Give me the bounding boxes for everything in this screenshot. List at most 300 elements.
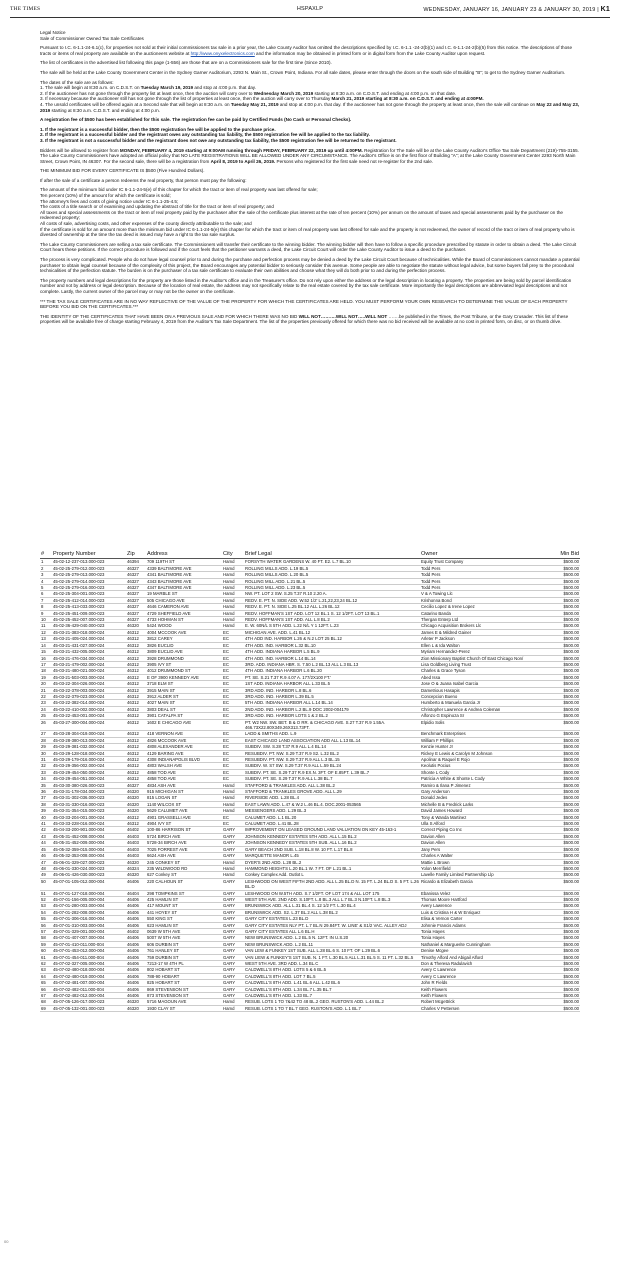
owner: Myriam Hernandez-Perez — [420, 649, 544, 655]
row-number: 68 — [40, 999, 52, 1005]
address: 3928 DRUMMOND — [146, 655, 222, 661]
row-number: 37 — [40, 795, 52, 801]
address: 709 119TH ST — [146, 559, 222, 565]
zip: 46406 — [126, 909, 146, 915]
owner: Johnnie Francis Adams — [420, 922, 544, 928]
owner: Thergan Enterp Ltd — [420, 617, 544, 623]
brief-legal: REDV. HOFFMAN'S 1ST ADD. ALL L.8 BL.2 — [244, 617, 420, 623]
min-bid: $500.00 — [544, 693, 580, 699]
zip: 46406 — [126, 935, 146, 941]
property-number: 45-06-01-426-030.000-023 — [52, 872, 126, 878]
min-bid: $500.00 — [544, 808, 580, 814]
brief-legal: GARY CITY ESTATES ALL L.6 BL.H — [244, 928, 420, 934]
city: Hamd — [222, 610, 244, 616]
zip: 46312 — [126, 655, 146, 661]
address: 5716 MAGOUN AVE — [146, 999, 222, 1005]
auctioneer-link[interactable]: http://www.onyxelectronics.com — [190, 50, 255, 56]
row-number: 31 — [40, 757, 52, 763]
min-bid: $500.00 — [544, 948, 580, 954]
brief-legal: PT. SE. S.21 T.37 R.9 4.07 A. 177/2X100 FT.' — [244, 674, 420, 680]
notice-paragraph: The Lake County Commissioners are selling a tax sale certificate. The Commissioners will transfer their certificate to the winning bidder. The winning bidder will then have to follow a specific procedure prescribed by statute in order to obtain a deed. The Lake Circuit Court hears these petitions. If the correct procedure is followed and if the court feels that the petitioner warrants a deed, the Lake Circuit Court will order the Lake County Auditor to issue a deed to the purchaser. — [40, 241, 577, 253]
zip: 46312 — [126, 757, 146, 763]
col-owner: Owner — [420, 552, 544, 559]
owner: James E & Mildred Gainer — [420, 629, 544, 635]
owner: Tonia Hayes — [420, 928, 544, 934]
min-bid: $500.00 — [544, 763, 580, 769]
address: 7025 FORREST AVE — [146, 846, 222, 852]
zip: 46403 — [126, 833, 146, 839]
zip: 46312 — [126, 713, 146, 719]
city: GARY — [222, 909, 244, 915]
min-bid: $500.00 — [544, 980, 580, 986]
owner: Lavelle Family Limited Partnership Llp — [420, 872, 544, 878]
brief-legal: IMPROVEMENT ON LEASED GROUND LAND VALUATION ON KEY 45-163-1 — [244, 827, 420, 833]
city: GARY — [222, 928, 244, 934]
city: EC — [222, 776, 244, 782]
zip: 46406 — [126, 993, 146, 999]
notice-paragraph: The property numbers and legal descriptions for the property are those listed in the Auditor's office and in the Treasurer's office. Do not rely upon either the address or the legal description in locating a property. The properties are being sold by parcel identification number and not by address or legal description. Because of the location of real estate, the address may not specifically relate to the real estate covered by the tax sale certificate. More importantly the legal descriptions are abbreviated legal descriptions and not complete. Lastly, the current owner of the parcel may or may not be the owner on the certificate. — [40, 277, 572, 294]
redemption-intro: If after the sale of a certificate a person redeems the real property, that person must pay the following: — [40, 177, 247, 183]
property-number: 45-03-22-379-023.000-024 — [52, 693, 126, 699]
brief-legal: E. W. 60N/L S 5TH ADD. L.22 N/L Y 1 12FT. L.23 — [244, 623, 420, 629]
city: EC — [222, 636, 244, 642]
brief-legal: SUBDIV. SW. S.28 T.37 R.9 ALL L.4 BL.14 — [244, 744, 420, 750]
address: 5007 W 5TH AVE — [146, 935, 222, 941]
city: GARY — [222, 916, 244, 922]
notice-paragraph: The process is very complicated. People who do not have legal counsel prior to and during the purchase and perfection process may be denied a deed by the Lake Circuit Court because of technicalities. While the Board of Commissioners cannot mandate a potential purchaser to obtain legal counsel because of the complexity of this project, the Board encourages any potential bidder to seriously consider this avenue. Some people are able to negotiate the statute without legal advice, but some buyers fall prey to the procedural technicalities of the perfection statute. The burden is on the purchaser of a tax sale certificate to evaluate their own abilities and choose what they will do both prior to and during the perfection process. — [40, 257, 580, 274]
row-number: 51 — [40, 890, 52, 896]
min-bid: $500.00 — [544, 674, 580, 680]
address: 3912 ALDER ST — [146, 693, 222, 699]
property-number: 45-02-25-304-001.000-023 — [52, 591, 126, 597]
city: Hamd — [222, 1005, 244, 1011]
owner: Tony & Wanda Martinez — [420, 814, 544, 820]
brief-legal: GARY BEACH 2ND SUB. L.18 BL.8 W. 10 FT. L.17 BL.8 — [244, 846, 420, 852]
city: EC — [222, 655, 244, 661]
min-bid: $500.00 — [544, 776, 580, 782]
brief-legal: 3RD ADD. IND. HARBOR L.8 BL.6 — [244, 687, 420, 693]
row-number: 4 — [40, 578, 52, 584]
brief-legal: WEST 5TH AVE. 2ND ADD. S.10FT. L.8 BL.3 ALL L.7 BL.3 N.10FT. L.8 BL.3 — [244, 896, 420, 902]
brief-legal: BRUNSWICK ADD. S2. L.37 BL.2 ALL L.38 BL.2 — [244, 909, 420, 915]
row-number: 29 — [40, 744, 52, 750]
city: Hamd — [222, 565, 244, 571]
city: EC — [222, 821, 244, 827]
owner: Timothy Alford And Abigail Alford — [420, 954, 544, 960]
min-bid: $500.00 — [544, 853, 580, 859]
owner: Gary Anderson — [420, 789, 544, 795]
property-number: 45-07-02-482-012.000-004 — [52, 993, 126, 999]
row-number: 3 — [40, 572, 52, 578]
property-number: 45-07-02-327-005.000-004 — [52, 961, 126, 967]
owner: Jose O & Juana Isabel Garcia — [420, 681, 544, 687]
min-bid: $500.00 — [544, 1005, 580, 1011]
min-bid: $500.00 — [544, 922, 580, 928]
address: 235 WILDWOOD RD — [146, 865, 222, 871]
min-bid: $500.00 — [544, 597, 580, 603]
property-number: 45-03-22-304-026.000-024 — [52, 681, 126, 687]
owner: William F Phillips — [420, 737, 544, 743]
property-number: 45-03-31-302-036.000-023 — [52, 795, 126, 801]
legal-notice — [40, 30, 580, 329]
city: Hamd — [222, 859, 244, 865]
min-bid: $500.00 — [544, 610, 580, 616]
row-number: 10 — [40, 617, 52, 623]
col-city: City — [222, 552, 244, 559]
property-number: 45-03-31-354-015.000-023 — [52, 808, 126, 814]
property-number: 45-05-31-452-008.000-004 — [52, 833, 126, 839]
address: 623 HAMLIN ST — [146, 922, 222, 928]
address: 4858 TOD AVE — [146, 776, 222, 782]
owner: David James Howard — [420, 808, 544, 814]
row-number: 54 — [40, 909, 52, 915]
city: Hamd — [222, 597, 244, 603]
row-number: 44 — [40, 840, 52, 846]
property-number: 45-03-27-300-004.000-024 — [52, 719, 126, 731]
property-table — [40, 552, 580, 1012]
property-number: 45-03-30-380-026.000-023 — [52, 782, 126, 788]
row-number: 52 — [40, 896, 52, 902]
owner: Correct Piping Co Inc — [420, 827, 544, 833]
brief-legal: WEST 5TH AVE. 3RD ADD. L.34 BL.C — [244, 961, 420, 967]
address: E OF 3900 KENNEDY AVE — [146, 674, 222, 680]
address: 4826 MCCOOK AVE — [146, 737, 222, 743]
zip: 46327 — [126, 610, 146, 616]
address: 4129 BARING AVE — [146, 750, 222, 756]
address: 759 DURBIN ST — [146, 954, 222, 960]
brief-legal: ROLLING MILLS ADD. L.20 BL.5 — [244, 572, 420, 578]
address: 4803 WALSH AVE — [146, 763, 222, 769]
col-min-bid: Min Bid — [544, 552, 580, 559]
fee-rules: 1. If the registrant is a successful bidder, then the $500 registration fee will be applied to the purchase price. 2. If the registrant is a successful bidder and the registrant owes any outstanding tax liability, the $500 registration fee will be applied to the tax liability. 3. If the registrant is not a successful bidder and the registrant does not owe any outstanding tax liability, the $500 registration fee will be returned to the registrant. — [40, 126, 397, 143]
brief-legal: STAFFORD & TRANKLES GROVE ADD. ALL L.29 — [244, 789, 420, 795]
brief-legal: CALUMET ADD. L.1 BL.20 — [244, 814, 420, 820]
min-bid: $500.00 — [544, 967, 580, 973]
zip: 46312 — [126, 629, 146, 635]
zip: 46327 — [126, 604, 146, 610]
row-number: 46 — [40, 853, 52, 859]
table-body — [40, 559, 580, 1012]
row-number: 69 — [40, 1005, 52, 1011]
property-number: 45-02-25-451-009.000-023 — [52, 610, 126, 616]
city: Hamd — [222, 782, 244, 788]
row-number: 24 — [40, 706, 52, 712]
min-bid: $500.00 — [544, 928, 580, 934]
owner: Avery C Lawrence — [420, 967, 544, 973]
zip: 46327 — [126, 565, 146, 571]
min-bid: $500.00 — [544, 859, 580, 865]
row-number: 58 — [40, 935, 52, 941]
row-number: 8 — [40, 604, 52, 610]
notice-subtitle: Sale of Commissioner Owned Tax Sale Certificates — [40, 35, 144, 41]
min-bid: $500.00 — [544, 954, 580, 960]
property-number: 45-07-05-132-001.000-023 — [52, 1005, 126, 1011]
brief-legal: 4TH ADD. IND. HARBOR L.32 BL.10 — [244, 642, 420, 648]
address: 19 MARBLE ST — [146, 591, 222, 597]
owner: Abed Issa — [420, 674, 544, 680]
address: 1602 E CHICAGO AVE — [146, 719, 222, 731]
zip: 46406 — [126, 878, 146, 890]
address: 1140 WILCOX ST — [146, 801, 222, 807]
city: EC — [222, 769, 244, 775]
min-bid: $500.00 — [544, 872, 580, 878]
property-number: 45-07-01-329-001.000-004 — [52, 928, 126, 934]
zip: 46312 — [126, 649, 146, 655]
page-label: K1 — [600, 6, 610, 13]
brief-legal: RESUB. LOTS 1 TO 7&42 TO 48 BL.2 GEO. RUSTON'S ADD. L.44 BL.2 — [244, 999, 420, 1005]
address: 4343 BALTIMORE AVE — [146, 578, 222, 584]
row-number: 22 — [40, 693, 52, 699]
address: 3915 MAIN ST — [146, 687, 222, 693]
row-number: 55 — [40, 916, 52, 922]
min-bid: $500.00 — [544, 782, 580, 788]
brief-legal: NEW BRUNSWICK ADD. L.2 BL.5 N. 12FT. IN U.S.20 — [244, 935, 420, 941]
city: Hamd — [222, 604, 244, 610]
city: GARY — [222, 941, 244, 947]
city: EC — [222, 763, 244, 769]
address: 505 CHICAGO AVE — [146, 597, 222, 603]
property-number: 45-07-02-481-007.000-004 — [52, 980, 126, 986]
owner: Rickey E Lewis & Carolyn M Johnson — [420, 750, 544, 756]
city: Hamd — [222, 559, 244, 565]
property-number: 45-07-02-480-019.000-004 — [52, 973, 126, 979]
brief-legal: FORSYTH WATER GARDENS W. 40 FT. E2. L.7 BL.10 — [244, 559, 420, 565]
brief-legal: RESUB. LOTS 1 TO 7 BL.7 GEO. RUSTON'S ADD. L.1 BL.7 — [244, 1005, 420, 1011]
newspaper-name: THE TIMES — [10, 6, 41, 12]
property-number: 45-02-25-452-007.000-023 — [52, 617, 126, 623]
brief-legal: GARY CITY ESTATES NLY PT. L.7 BL.N 29.84FT. W. LINE' & S1/2 VAC. ALLEY ADJ — [244, 922, 420, 928]
row-number: 16 — [40, 655, 52, 661]
city: EC — [222, 693, 244, 699]
address: 0639 W 5TH AVE — [146, 928, 222, 934]
property-number: 45-02-25-279-012.000-023 — [52, 565, 126, 571]
city: GARY — [222, 967, 244, 973]
city: GARY — [222, 878, 244, 890]
zip: 46320 — [126, 859, 146, 865]
city: Hamd — [222, 617, 244, 623]
property-number: 45-02-25-279-013.000-023 — [52, 572, 126, 578]
min-bid: $500.00 — [544, 961, 580, 967]
brief-legal: NW. PT. LOT 2 SW. S.25 T.37 R.10 2.20 A. — [244, 591, 420, 597]
city: Hamd — [222, 623, 244, 629]
row-number: 27 — [40, 731, 52, 737]
brief-legal: REDV. HOFFMAN'S 1ST ADD. LOT 12 BL.1 S. 12 1/2FT. LOT 13 BL.1 — [244, 610, 420, 616]
property-number: 45-07-01-282-008.000-004 — [52, 909, 126, 915]
owner: Zion Missionary Baptist Church Of East Chicago Non/ — [420, 655, 544, 661]
owner: Ulla S Alford — [420, 821, 544, 827]
zip: 46406 — [126, 948, 146, 954]
min-bid: $500.00 — [544, 801, 580, 807]
row-number: 40 — [40, 814, 52, 820]
address: 825 HOBART ST — [146, 980, 222, 986]
property-number: 45-02-12-237-013.000-023 — [52, 559, 126, 565]
property-number: 45-03-22-378-003.000-024 — [52, 687, 126, 693]
brief-legal: 4TH ADD. INDIANA HARBOR L.6 BL.20 — [244, 668, 420, 674]
city: EC — [222, 719, 244, 731]
property-number: 45-02-25-412-014.000-023 — [52, 597, 126, 603]
min-bid: $500.00 — [544, 578, 580, 584]
city: EC — [222, 757, 244, 763]
city: Hamd — [222, 585, 244, 591]
owner: Jany Pers — [420, 846, 544, 852]
address: 5629 CALUMET AVE — [146, 808, 222, 814]
city: Hamd — [222, 572, 244, 578]
owner: Keolutis Pocius — [420, 763, 544, 769]
city: EC — [222, 706, 244, 712]
owner: Catarino Banda — [420, 610, 544, 616]
row-number: 56 — [40, 922, 52, 928]
identity-notice: THE IDENTITY OF THE CERTIFICATES THAT HAVE BEEN ON A PREVIOUS SALE AND FOR WHICH THERE WAS NO BID WILL NOT……….WILL NOT…..WILL NOT …….be published in the Times, the Post Tribune, or the Gary Crusader. This list of these properties will be available free of charge starting February 4, 2019 from the Auditor's Tax Sale Department. The list of the properties previously offered for which there was no bid received will be available at no cost in printed form, on disc, or on thumb drive. — [40, 313, 569, 325]
brief-legal: GARY CITY ESTATES L.23 BL.D — [244, 916, 420, 922]
owner: Avery C Lawrence — [420, 973, 544, 979]
brief-legal: SUBDIV. W. S7 SW. S.29 T.37 R.9 ALL L.59 BL.24 — [244, 763, 420, 769]
redemption-list: The amount of the minimum bid under IC 6-1.1-24-5(e) of this chapter for which the tract or item of real property was last offered for sale; Ten percent (10%) of the amount for which the certificate is sold; The attorney's fees and costs of giving notice under IC 6-1.1-25-4.5; The costs of a title search or of examining and updating the abstract of title for the tract or item of real property; and All taxes and special assessments on the tract or item of real property paid by the purchaser after the sale of the certificate plus interest at the rate of ten percent (10%) per annum on the amount of taxes and special assessments paid by the purchaser on the redeemed property; All costs of sale, advertising costs, and other expenses of the county directly attributable to the sale; and If the certificate is sold for an amount more than the minimum bid under IC 6-1.1-24-5(e) this chapter for which the tract or item of real property was last offered for sale and the property is not redeemed, the owner of record of the tract or item of real property who is divested of ownership at the time the tax deed is issued may have a right to the tax sale surplus. — [40, 187, 575, 238]
min-bid: $500.00 — [544, 668, 580, 674]
property-number: 45-03-28-304-019.000-024 — [52, 731, 126, 737]
property-number: 45-03-29-179-016.000-024 — [52, 757, 126, 763]
row-number: 18 — [40, 668, 52, 674]
zip: 46327 — [126, 572, 146, 578]
brief-legal: RESUBDIV. PT. NW. S.29 T.37 R.9 ALL L.3 BL.15 — [244, 757, 420, 763]
min-bid: $500.00 — [544, 687, 580, 693]
property-number: 45-07-01-280-003.000-004 — [52, 903, 126, 909]
zip: 46406 — [126, 916, 146, 922]
col-zip: Zip — [126, 552, 146, 559]
zip: 46312 — [126, 719, 146, 731]
row-number: 33 — [40, 769, 52, 775]
brief-legal: ROLLING MILLS ADD. L.19 BL.5 — [244, 565, 420, 571]
property-number: 45-07-01-453-012.000-004 — [52, 948, 126, 954]
zip: 46320 — [126, 795, 146, 801]
min-bid: $500.00 — [544, 795, 580, 801]
brief-legal: RIVERSIDE ADD. L.28 BL.4 — [244, 795, 420, 801]
brief-legal: RESUBDIV. PT. NW. S.29 T.37 R.9 S2. L.32 BL.2 — [244, 750, 420, 756]
owner: Christopher Lawrence & Andrea Coleman — [420, 706, 544, 712]
owner: Luis & Cristina H & W Enriquez — [420, 909, 544, 915]
address: 4339 BALTIMORE AVE — [146, 565, 222, 571]
address: 417 MOUNT ST — [146, 903, 222, 909]
row-number: 61 — [40, 954, 52, 960]
sale-dates: The dates of the sale are as follows: 1. The sale will begin at 8:30 a.m. on C.D.S.T. on Tuesday March 19, 2019 and stop at 4:00 p.m. that day. 2. If the auctioneer has not gone through the property list at least once, then the auction will carry over to Wednesday March 20, 2019 starting at 8:30 a.m. on C.D.S.T. and ending at 4:00 p.m. on that date. 3. If necessary because the auctioneer still has not gone through the list of properties at least once, then the auction will carry over to Thursday March 21, 2019 starting at 8:30 a.m. on C.D.S.T. and ending at 4:00PM. 4. The unsold certificates will be offered again at a Second sale that will begin at 8:30 a.m. on Tuesday May 21, 2019 and stop at 4:00 p.m. that day. If the auctioneer has not gone through the property at least once, then the sale will continue on May 22 and May 23, 2019 starting at 8:30 a.m. C.D.S.T. and ending at 4:00 p.m. — [40, 79, 580, 113]
brief-legal: EAST LAWN ADD. L.47 & W.2 L.46 BL.4. DOC.2001-053565 — [244, 801, 420, 807]
brief-legal: CALDWELL'S 8TH ADD. L.41 BL.6 ALL L.42 BL.6 — [244, 980, 420, 986]
zip: 46320 — [126, 808, 146, 814]
edition-code: HSPAXLP — [296, 6, 324, 12]
brief-legal: STAFFORD & TRANKLES ADD. ALL L.38 BL.2 — [244, 782, 420, 788]
col-brief-legal: Brief Legal — [244, 552, 420, 559]
property-number: 45-03-33-204-001.000-024 — [52, 814, 126, 820]
min-bid: $500.00 — [544, 878, 580, 890]
row-number: 6 — [40, 591, 52, 597]
property-number: 45-03-29-381-032.000-024 — [52, 744, 126, 750]
city: Hamd — [222, 789, 244, 795]
address: 5424 WOOD — [146, 623, 222, 629]
address: 873 STEVENSON ST — [146, 993, 222, 999]
property-number: 45-03-22-453-001.000-024 — [52, 713, 126, 719]
zip: 46312 — [126, 814, 146, 820]
property-number: 45-07-01-156-005.000-004 — [52, 896, 126, 902]
city: Hamd — [222, 591, 244, 597]
row-number: 41 — [40, 821, 52, 827]
table-row — [40, 1005, 580, 1011]
brief-legal: ROLLING MILL ADD. L.21 BL.5 — [244, 578, 420, 584]
min-bid: $500.00 — [544, 935, 580, 941]
zip: 46403 — [126, 846, 146, 852]
brief-legal: SUBDIV. PT. SE. S.29 T.37 R.9 ALL L.38 BL.7 — [244, 776, 420, 782]
property-number: 45-03-21-383-018.000-024 — [52, 629, 126, 635]
brief-legal: REDV. E. PT. N. SIDE L.25 BL.12 ALL L.26 BL.12 — [244, 604, 420, 610]
owner: Chicago Acquisition Brokers Llc — [420, 623, 544, 629]
page-number: 00 — [4, 1239, 9, 1244]
row-number: 49 — [40, 872, 52, 878]
row-number: 20 — [40, 681, 52, 687]
zip: 46327 — [126, 591, 146, 597]
row-number: 35 — [40, 782, 52, 788]
city: GARY — [222, 973, 244, 979]
property-number: 45-02-36-429-040.000-023 — [52, 623, 126, 629]
address: 3826 EUCLID — [146, 642, 222, 648]
city: Hamd — [222, 865, 244, 871]
row-number: 21 — [40, 687, 52, 693]
address: 100-86 HARRISON ST — [146, 827, 222, 833]
zip: 46320 — [126, 872, 146, 878]
property-number: 45-02-25-279-014.000-023 — [52, 578, 126, 584]
brief-legal: LADD & SMITHS ADD. L.9 — [244, 731, 420, 737]
city: GARY — [222, 986, 244, 992]
owner: Patricia A White & Shonte L Cody — [420, 776, 544, 782]
row-number: 57 — [40, 928, 52, 934]
min-bid: $500.00 — [544, 941, 580, 947]
owner: Davion Allen — [420, 840, 544, 846]
owner: Avery Lawrence — [420, 903, 544, 909]
brief-legal: CALDWELL'S 8TH ADD. LOT 7 BL.5 — [244, 973, 420, 979]
owner: John R Fields — [420, 980, 544, 986]
property-number: 45-03-21-432-005.000-024 — [52, 649, 126, 655]
min-bid: $500.00 — [544, 846, 580, 852]
owner: Dametrious Hasapis — [420, 687, 544, 693]
address: 220 CALHOUN ST — [146, 878, 222, 890]
address: 3809 EUCLID AVE — [146, 649, 222, 655]
table-header-row — [40, 552, 580, 559]
col-address: Address — [146, 552, 222, 559]
city: GARY — [222, 961, 244, 967]
city: EC — [222, 713, 244, 719]
brief-legal: MESSENGERS ADD. L.29 BL.3 — [244, 808, 420, 814]
property-number: 45-07-02-482-011.000-004 — [52, 986, 126, 992]
table-row — [40, 878, 580, 890]
zip: 46312 — [126, 769, 146, 775]
address: 869 STEVENSON ST — [146, 986, 222, 992]
row-number: 48 — [40, 865, 52, 871]
city: EC — [222, 744, 244, 750]
brief-legal: 4TH ADD. INDIANA HARBOR L.5 BL.9 — [244, 649, 420, 655]
owner: Charles A Walter — [420, 853, 544, 859]
row-number: 39 — [40, 808, 52, 814]
owner: Denise Mcgee — [420, 948, 544, 954]
min-bid: $500.00 — [544, 821, 580, 827]
row-number: 30 — [40, 750, 52, 756]
address: 4027 MAIN ST — [146, 700, 222, 706]
property-number: 45-03-22-410-002.000-024 — [52, 706, 126, 712]
owner: Ricardo & Elizabeth Garcia — [420, 878, 544, 890]
city: EC — [222, 629, 244, 635]
address: 3812 CAREY — [146, 636, 222, 642]
address: 418 VERNON AVE — [146, 731, 222, 737]
min-bid: $500.00 — [544, 617, 580, 623]
owner: Ebanissa Velez — [420, 890, 544, 896]
city: EC — [222, 731, 244, 737]
address: 4004 MCCOOK AVE — [146, 629, 222, 635]
